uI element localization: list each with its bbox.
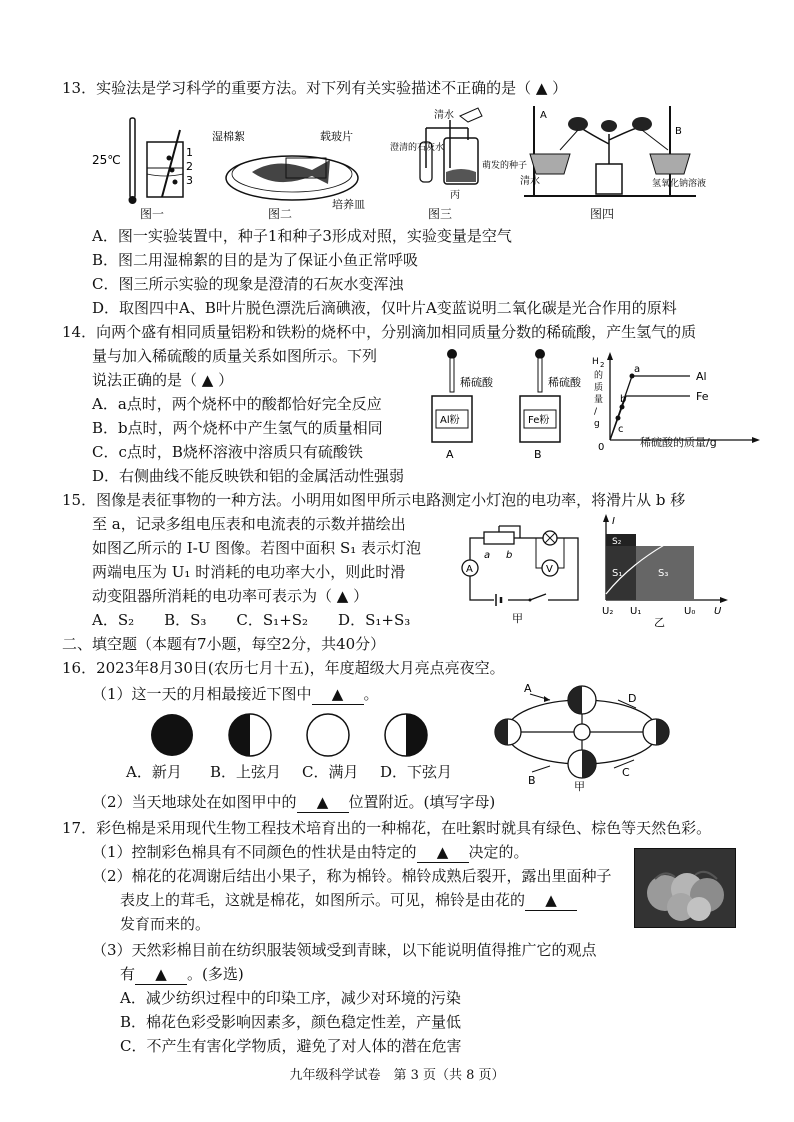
svg-text:g: g [594,419,600,429]
q17-blank-3[interactable]: ▲ [135,964,187,985]
svg-text:B: B [534,448,542,461]
q14-stem-line2: 量与加入稀硫酸的质量关系如图所示。下列 [92,347,378,365]
fig4-caption: 图四 [590,207,615,221]
svg-text:质: 质 [594,383,604,393]
q17-part2-line2: 表皮上的茸毛，这就是棉花，如图所示。可见，棉铃是由花的 ▲ [120,890,577,911]
q16-part2: （2）当天地球处在如图甲中的 ▲ 位置附近。(填写字母) [92,793,496,811]
svg-text:D: D [628,692,637,705]
q13-figure-3 [390,108,528,208]
q14-option-d: D．右侧曲线不能反映铁和铝的金属活动性强弱 [92,467,405,485]
svg-text:甲: 甲 [574,780,585,793]
q17-part3-line1: （3）天然彩棉目前在纺织服装领域受到青睐，以下能说明值得推广它的观点 [92,941,597,959]
q15-stem-line2: 至 a，记录多组电压表和电流表的示数并描绘出 [92,515,406,533]
q13-option-a: A．图一实验装置中，种子1和种子3形成对照，实验变量是空气 [92,227,512,245]
svg-text:培养皿: 培养皿 [332,198,365,211]
fig1-caption: 图一 [140,207,165,221]
q13-stem: 13．实验法是学习科学的重要方法。对下列有关实验描述不正确的是（ ▲ ） [62,79,568,97]
svg-text:B: B [675,126,682,137]
q17-blank-1[interactable]: ▲ [417,842,469,863]
page-footer: 九年级科学试卷 第 3 页（共 8 页） [289,1068,505,1083]
svg-text:量: 量 [594,395,604,405]
svg-text:U₁: U₁ [630,606,642,617]
q14-option-c: C．c点时，B烧杯溶液中溶质只有硫酸铁 [92,443,363,461]
moon-label-b: B．上弦月 [210,763,282,781]
q17-part2-line1: （2）棉花的花凋谢后结出小果子，称为棉铃。棉铃成熟后裂开，露出里面种子 [92,867,612,885]
svg-text:1: 1 [186,146,193,159]
svg-text:2: 2 [600,361,605,369]
svg-text:a: a [484,550,491,561]
svg-text:萌发的种子: 萌发的种子 [482,161,528,171]
q13-option-c: C．图三所示实验的现象是澄清的石灰水变浑浊 [92,275,404,293]
q17-stem: 17．彩色棉是采用现代生物工程技术培育出的一种棉花，在吐絮时就具有绿色、棕色等天然色彩。 [62,819,712,837]
svg-text:A: A [466,564,473,575]
svg-text:U₀: U₀ [684,606,696,617]
q13-option-b: B．图二用湿棉絮的目的是为了保证小鱼正常呼吸 [92,251,419,269]
moon-new-icon [151,714,193,756]
svg-text:甲: 甲 [512,612,523,625]
svg-text:a: a [634,364,641,375]
svg-text:Fe粉: Fe粉 [528,415,550,426]
q14-stem-line1: 14．向两个盛有相同质量铝粉和铁粉的烧杯中，分别滴加相同质量分数的稀硫酸，产生氢气的质 [62,323,697,341]
svg-text:A: A [446,448,454,461]
q14-option-a: A．a点时，两个烧杯中的酸都恰好完全反应 [92,395,382,413]
moon-full-icon [307,714,349,756]
q16-stem: 16．2023年8月30日(农历七月十五)，年度超级大月亮点亮夜空。 [62,659,505,677]
moon-first-quarter-icon [229,714,271,756]
earth-orbit-diagram [490,680,680,792]
svg-text:Fe: Fe [696,390,709,403]
svg-text:S₃: S₃ [658,568,669,579]
svg-text:0: 0 [598,442,605,453]
moon-label-c: C．满月 [302,763,359,781]
svg-text:/: / [594,407,598,417]
q17-option-a: A．减少纺织过程中的印染工序，减少对环境的污染 [120,989,461,1007]
q16-blank-1[interactable]: ▲ [312,684,364,705]
svg-text:B: B [528,774,536,787]
q17-part1: （1）控制彩色棉具有不同颜色的性状是由特定的 ▲ 决定的。 [92,843,529,861]
q16-blank-2[interactable]: ▲ [297,792,349,813]
q15-stem-line5: 动变阻器所消耗的电功率可表示为（ ▲ ） [92,587,369,605]
svg-text:稀硫酸: 稀硫酸 [460,376,493,389]
moon-phases [140,712,440,758]
svg-text:Al粉: Al粉 [440,415,460,426]
svg-text:澄清的石灰水: 澄清的石灰水 [390,143,445,153]
q15-stem-line1: 15．图像是表征事物的一种方法。小明用如图甲所示电路测定小灯泡的电功率，将滑片从 b 移 [62,491,686,509]
svg-text:湿棉絮: 湿棉絮 [212,130,245,143]
svg-text:C: C [622,766,630,779]
svg-text:丙: 丙 [450,190,460,201]
q17-part2-line3: 发育而来的。 [120,915,211,933]
section-2-heading: 二、填空题（本题有7小题，每空2分，共40分） [62,635,386,653]
fig1-temp-label: 25℃ [92,153,121,167]
svg-text:乙: 乙 [654,616,665,629]
q17-option-b: B．棉花色彩受影响因素多，颜色稳定性差，产量低 [120,1013,462,1031]
q17-option-c: C．不产生有害化学物质，避免了对人体的潜在危害 [120,1037,462,1055]
svg-text:2: 2 [186,160,193,173]
svg-text:清水: 清水 [434,110,454,121]
q13-option-d: D．取图四中A、B叶片脱色漂洗后滴碘液，仅叶片A变蓝说明二氧化碳是光合作用的原料 [92,299,677,317]
svg-text:A: A [540,110,547,121]
svg-text:载玻片: 载玻片 [320,130,353,143]
q15-stem-line4: 两端电压为 U₁ 时消耗的电功率大小，则此时滑 [92,563,406,581]
svg-text:H: H [592,357,599,367]
svg-text:I: I [612,516,615,527]
svg-text:c: c [618,424,624,435]
q15-options: A．S₂ B．S₃ C．S₁+S₂ D．S₁+S₃ [92,611,411,629]
moon-label-a: A．新月 [126,763,182,781]
svg-text:V: V [546,564,553,575]
q17-part3-line2: 有 ▲ 。(多选) [120,965,244,983]
svg-text:S₁: S₁ [612,568,623,579]
q13-figure-2 [212,130,372,210]
moon-label-d: D．下弦月 [380,763,453,781]
svg-text:U₂: U₂ [602,606,614,617]
q17-blank-2[interactable]: ▲ [525,890,577,911]
cotton-photo [634,848,736,928]
fig3-caption: 图三 [428,207,453,221]
svg-text:3: 3 [186,174,193,187]
svg-text:Al: Al [696,370,707,383]
q13-figure-4 [520,104,707,204]
svg-text:U: U [714,606,722,617]
svg-text:清水: 清水 [520,176,540,187]
q14-stem-line3: 说法正确的是（ ▲ ） [92,371,234,389]
q15-iu-graph [598,514,728,628]
q14-beakers-figure [424,344,604,460]
svg-text:b: b [506,550,513,561]
q14-graph-xlabel: 稀硫酸的质量/g [640,436,717,449]
q15-stem-line3: 如图乙所示的 I-U 图像。若图中面积 S₁ 表示灯泡 [92,539,421,557]
svg-text:S₂: S₂ [612,537,622,547]
q16-part1: （1）这一天的月相最接近下图中 ▲ 。 [92,685,379,703]
svg-text:的: 的 [594,371,604,381]
svg-text:A: A [524,682,532,695]
svg-text:稀硫酸: 稀硫酸 [548,376,581,389]
moon-last-quarter-icon [385,714,427,756]
q14-option-b: B．b点时，两个烧杯中产生氢气的质量相同 [92,419,383,437]
svg-text:氢氧化钠溶液: 氢氧化钠溶液 [652,179,707,189]
svg-text:b: b [620,394,627,405]
q15-circuit-figure [450,522,598,626]
fig2-caption: 图二 [268,207,293,221]
